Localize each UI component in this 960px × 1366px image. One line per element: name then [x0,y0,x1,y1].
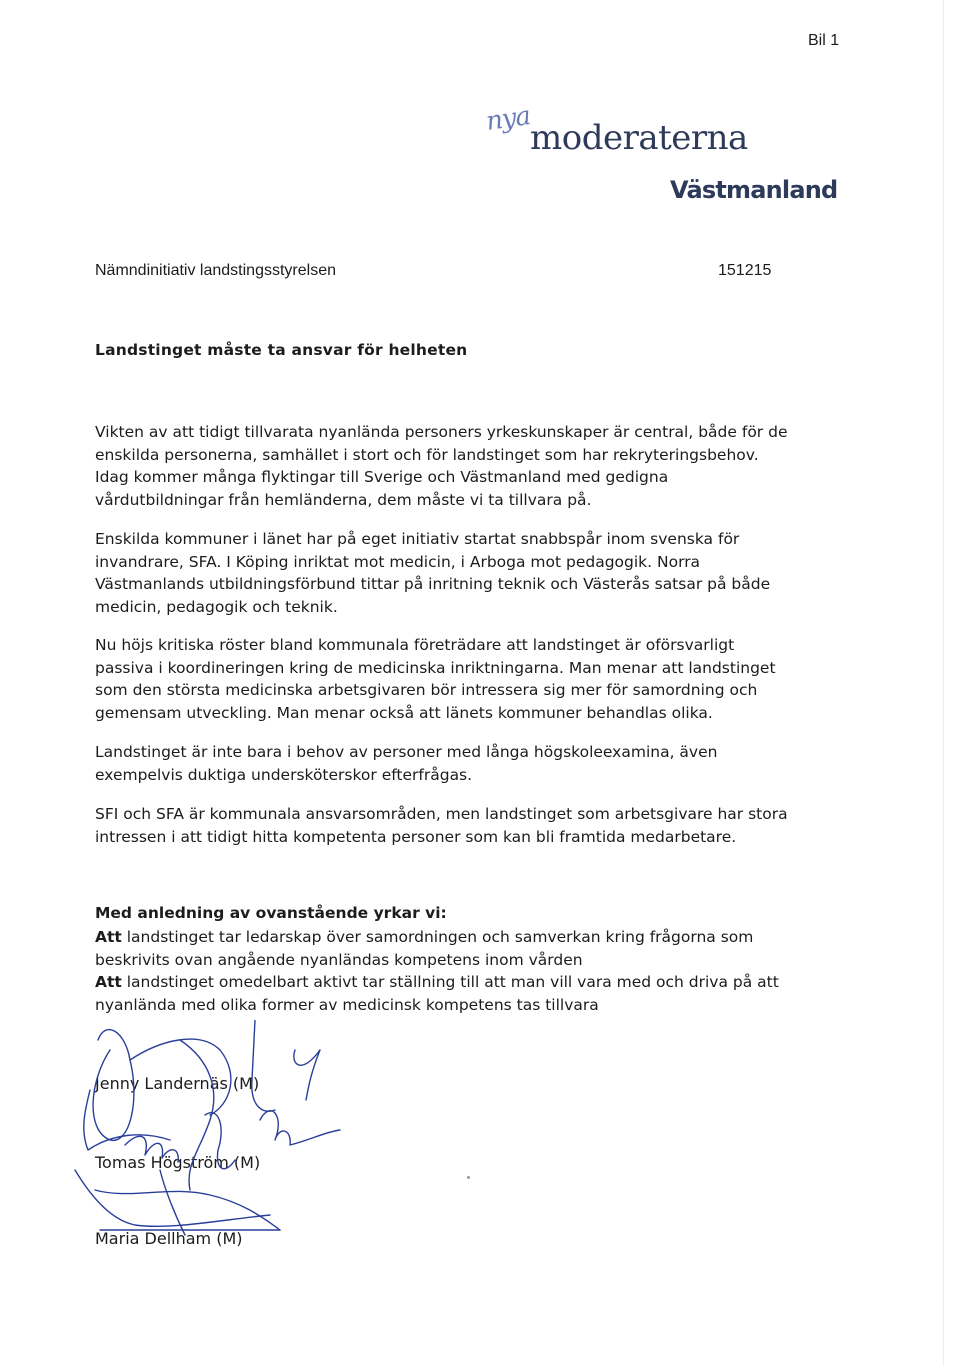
paragraph-line: som den största medicinska arbetsgivaren bör intressera sig mer för samordning och [95,681,758,699]
paragraph-line: Landstinget är inte bara i behov av personer med långa högskoleexamina, även [95,743,718,761]
signature-stroke [93,1030,134,1141]
paragraph-line: exempelvis duktiga undersköterskor efterfrågas. [95,765,473,784]
requests-heading: Med anledning av ovanstående yrkar vi: [95,904,447,922]
logo-region: Västmanland [670,176,838,204]
paragraph-5 [95,803,835,848]
signer-name: Tomas Högström (M) [95,1153,261,1172]
signature-stroke [84,1090,170,1150]
paragraph-line: Västmanlands utbildningsförbund tittar på inritning teknik och Västerås satsar på både [95,575,771,593]
paragraph-line: passiva i koordineringen kring de medicinska inriktningarna. Man menar att landstinget [95,658,776,677]
request-1 [95,926,835,971]
request-2 [95,971,835,1016]
paragraph-line: SFI och SFA är kommunala ansvarsområden, men landstinget som arbetsgivare har stora [95,805,788,823]
request-keyword: Att [95,928,122,946]
paragraph-1 [95,421,835,511]
paragraph-line: Vikten av att tidigt tillvarata nyanlända personers yrkeskunskaper är central, både för de [95,423,788,441]
paragraph-line: Idag kommer många flyktingar till Sverige och Västmanland med gedigna [95,468,669,486]
logo-name: moderaterna [530,118,748,158]
signer-name: Jenny Landernäs (M) [95,1074,260,1093]
paragraph-4 [95,741,835,786]
signer-name: Maria Dellham (M) [95,1229,243,1248]
page-edge [943,0,944,1366]
scan-speck [467,1176,470,1179]
paragraph-line: Nu höjs kritiska röster bland kommunala företrädare att landstinget är oförsvarligt [95,636,735,654]
logo-prefix: nya [484,101,532,137]
paragraph-line: enskilda personerna, samhället i stort och för landstinget som har rekryteringsbehov. [95,445,759,464]
request-line [95,926,835,949]
document-type: Nämndinitiativ landstingsstyrelsen [95,262,336,279]
request-text: landstinget tar ledarskap över samordningen och samverkan kring frågorna som [121,928,754,946]
request-line: nyanlända med olika former av medicinsk kompetens tas tillvara [95,995,599,1014]
paragraph-line: vårdutbildningar från hemländerna, dem måste vi ta tillvara på. [95,490,592,509]
request-line [95,971,835,994]
signature-stroke [252,1020,275,1111]
paragraph-2 [95,528,835,618]
paragraph-line: medicin, pedagogik och teknik. [95,597,338,616]
signature-stroke [180,1040,214,1190]
attachment-label: Bil 1 [808,32,840,49]
request-keyword: Att [95,973,122,991]
page-title: Landstinget måste ta ansvar för helheten [95,341,468,359]
signature-stroke [75,1170,270,1226]
document-date: 151215 [718,262,772,279]
handwritten-signatures [70,1020,350,1250]
paragraph-3 [95,634,835,724]
paragraph-line: gemensam utveckling. Man menar också att länets kommuner behandlas olika. [95,703,713,722]
request-line: beskrivits ovan angående nyanländas kompetens inom vården [95,950,583,969]
paragraph-line: intressen i att tidigt hitta kompetenta personer som kan bli framtida medarbetare. [95,827,737,846]
request-text: landstinget omedelbart aktivt tar ställning till att man vill vara med och driva på att [121,973,779,991]
signature-stroke [130,1039,231,1115]
signature-stroke [260,1111,340,1145]
paragraph-line: Enskilda kommuner i länet har på eget initiativ startat snabbspår inom svenska för [95,530,740,548]
paragraph-line: invandrare, SFA. I Köping inriktat mot medicin, i Arboga mot pedagogik. Norra [95,552,701,571]
signature-stroke [294,1050,320,1100]
